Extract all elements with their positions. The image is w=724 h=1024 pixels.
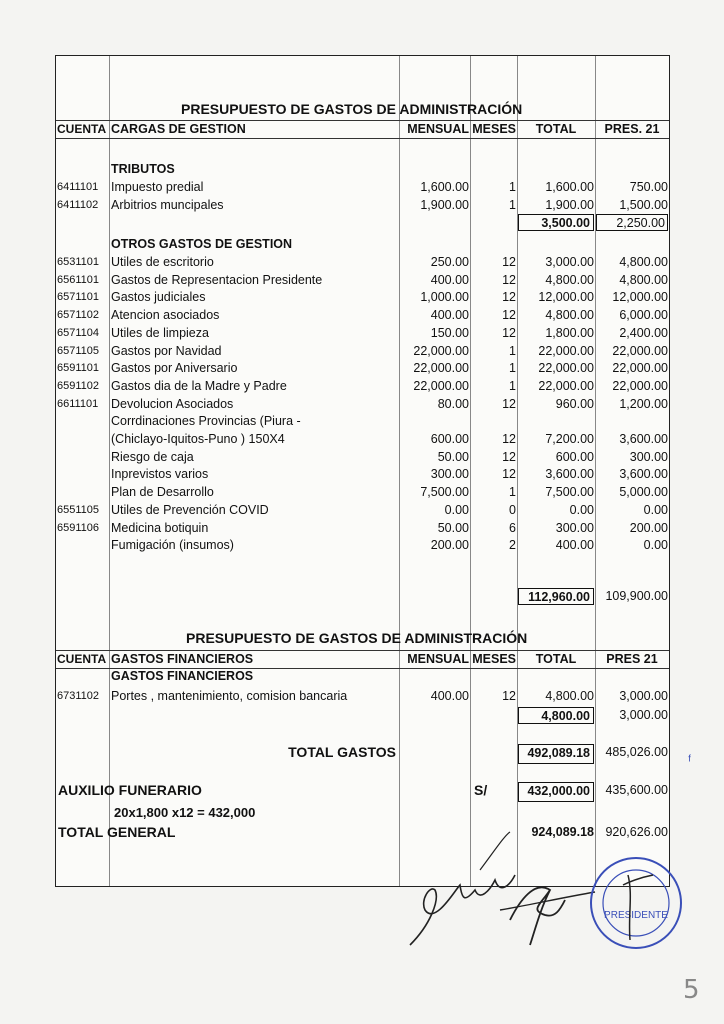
mensual-header: MENSUAL bbox=[407, 122, 469, 136]
table-row bbox=[56, 179, 669, 196]
table-row bbox=[56, 254, 669, 271]
cell-code: 6611101 bbox=[57, 397, 99, 410]
page-number: 5 bbox=[683, 975, 700, 1005]
table-row bbox=[56, 537, 669, 554]
table-row bbox=[56, 197, 669, 214]
cell-total: 7,500.00 bbox=[545, 485, 594, 500]
cell-code bbox=[57, 466, 109, 483]
group-label bbox=[56, 668, 669, 685]
table-row bbox=[56, 272, 669, 289]
table-row bbox=[56, 688, 669, 705]
cell-code bbox=[57, 413, 109, 430]
margin-mark: ᶠ bbox=[688, 752, 692, 768]
mensual-header: MENSUAL bbox=[407, 652, 469, 666]
cell-desc: Gastos dia de la Madre y Padre bbox=[111, 378, 287, 393]
cell-total: 3,000.00 bbox=[545, 255, 594, 269]
meses-header: MESES bbox=[472, 652, 516, 666]
cell-desc: Corrdinaciones Provincias (Piura - bbox=[111, 414, 301, 429]
cell-meses: 12 bbox=[502, 449, 516, 464]
cell-pres: 6,000.00 bbox=[619, 308, 668, 323]
signature bbox=[400, 830, 600, 960]
cell-desc: (Chiclayo-Iquitos-Puno ) 150X4 bbox=[111, 432, 285, 446]
cell-pres: 3,600.00 bbox=[619, 467, 668, 482]
section-header: CARGAS DE GESTION bbox=[111, 122, 246, 136]
table-header bbox=[56, 650, 669, 669]
cell-meses: 12 bbox=[502, 467, 516, 482]
cell-meses: 12 bbox=[502, 255, 516, 269]
total-header: TOTAL bbox=[535, 122, 577, 136]
cell-pres: 750.00 bbox=[629, 180, 668, 194]
cell-mensual: 300.00 bbox=[430, 467, 469, 482]
table-row bbox=[56, 484, 669, 501]
cell-meses: 1 bbox=[509, 343, 516, 358]
cell-desc: Inprevistos varios bbox=[111, 467, 209, 482]
cell-desc: Gastos de Representacion Presidente bbox=[111, 272, 323, 287]
subtotal-total: 3,500.00 bbox=[518, 214, 594, 231]
cell-meses: 12 bbox=[502, 290, 516, 305]
cell-desc: Gastos judiciales bbox=[111, 290, 206, 305]
cell-mensual: 400.00 bbox=[430, 308, 469, 323]
cell-mensual: 22,000.00 bbox=[413, 343, 469, 358]
cell-code: 6591102 bbox=[57, 379, 100, 392]
currency-label: S/ bbox=[474, 782, 488, 798]
cell-total: 300.00 bbox=[555, 520, 594, 535]
cell-desc: Utiles de limpieza bbox=[111, 325, 209, 340]
cell-code bbox=[57, 449, 109, 466]
cell-pres: 0.00 bbox=[643, 502, 668, 517]
cell-code: 6561101 bbox=[57, 273, 100, 286]
cell-total: 12,000.00 bbox=[538, 290, 594, 305]
cell-pres: 5,000.00 bbox=[619, 485, 668, 500]
table-row bbox=[56, 449, 669, 466]
cell-total: 1,900.00 bbox=[545, 197, 594, 212]
cell-mensual: 200.00 bbox=[430, 538, 469, 553]
cuenta-header: CUENTA bbox=[57, 122, 107, 136]
total-general-pres: 920,626.00 bbox=[605, 825, 668, 839]
cell-total: 3,600.00 bbox=[545, 467, 594, 482]
cell-meses: 2 bbox=[509, 538, 516, 553]
president-stamp bbox=[588, 855, 684, 951]
table-row bbox=[56, 378, 669, 395]
total-general-total: 924,089.18 bbox=[531, 825, 594, 839]
cell-meses: 12 bbox=[502, 308, 516, 323]
cell-pres: 12,000.00 bbox=[612, 290, 668, 305]
cell-desc: Devolucion Asociados bbox=[111, 396, 234, 411]
table-row bbox=[56, 466, 669, 483]
total-gastos-label: TOTAL GASTOS bbox=[288, 744, 396, 760]
cell-pres: 22,000.00 bbox=[612, 361, 668, 376]
total-header: TOTAL bbox=[535, 652, 577, 666]
cell-meses: 12 bbox=[502, 689, 516, 703]
cell-mensual: 400.00 bbox=[430, 272, 469, 287]
table-row bbox=[56, 360, 669, 377]
cell-meses: 1 bbox=[509, 197, 516, 212]
cuenta-header: CUENTA bbox=[57, 652, 107, 666]
cell-mensual: 7,500.00 bbox=[420, 485, 469, 500]
cell-total: 400.00 bbox=[555, 538, 594, 553]
cell-mensual: 150.00 bbox=[430, 325, 469, 340]
cell-pres: 3,600.00 bbox=[619, 432, 668, 446]
cell-pres: 3,000.00 bbox=[619, 689, 668, 703]
table-row bbox=[56, 396, 669, 413]
cell-mensual: 250.00 bbox=[430, 255, 469, 269]
cell-total: 1,800.00 bbox=[545, 325, 594, 340]
cell-desc: Riesgo de caja bbox=[111, 449, 194, 464]
cell-code: 6571105 bbox=[57, 344, 100, 357]
cell-meses: 1 bbox=[509, 378, 516, 393]
svg-text:PRESIDENTE: PRESIDENTE bbox=[604, 910, 668, 921]
cell-desc: Plan de Desarrollo bbox=[111, 485, 214, 500]
cell-total: 4,800.00 bbox=[545, 308, 594, 323]
total-general-label: TOTAL GENERAL bbox=[58, 824, 176, 840]
subtotal-total: 112,960.00 bbox=[518, 588, 594, 605]
subtotal-pres: 2,250.00 bbox=[596, 214, 668, 231]
cell-code: 6411101 bbox=[57, 181, 99, 193]
section-title: PRESUPUESTO DE GASTOS DE ADMINISTRACIÓN bbox=[186, 630, 528, 646]
subtotal-pres: 3,000.00 bbox=[619, 708, 668, 722]
table-row bbox=[56, 289, 669, 306]
table-row bbox=[56, 413, 669, 430]
cell-code: 6571101 bbox=[57, 291, 100, 304]
auxilio-total: 432,000.00 bbox=[518, 782, 594, 802]
cell-meses: 6 bbox=[509, 520, 516, 535]
cell-mensual: 600.00 bbox=[430, 432, 469, 446]
cell-total: 0.00 bbox=[569, 502, 594, 517]
cell-mensual: 50.00 bbox=[437, 449, 469, 464]
pres-header: PRES 21 bbox=[606, 652, 658, 666]
table-row bbox=[56, 431, 669, 448]
cell-code: 6531101 bbox=[57, 256, 100, 268]
financieros-label: GASTOS FINANCIEROS bbox=[111, 669, 254, 683]
subtotal-row bbox=[56, 214, 669, 231]
subtotal-pres: 109,900.00 bbox=[605, 589, 668, 603]
cell-total: 4,800.00 bbox=[545, 272, 594, 287]
cell-pres: 22,000.00 bbox=[612, 378, 668, 393]
auxilio-pres: 435,600.00 bbox=[605, 783, 668, 797]
cell-meses: 1 bbox=[509, 180, 516, 194]
cell-code bbox=[57, 537, 109, 554]
cell-code: 6571104 bbox=[57, 326, 100, 339]
table-row bbox=[56, 502, 669, 519]
cell-pres: 1,200.00 bbox=[619, 396, 668, 411]
cell-mensual: 22,000.00 bbox=[413, 361, 469, 376]
cell-pres bbox=[596, 413, 668, 430]
section-title: PRESUPUESTO DE GASTOS DE ADMINISTRACIÓN bbox=[181, 101, 523, 117]
cell-pres: 2,400.00 bbox=[619, 325, 668, 340]
cell-desc: Utiles de escritorio bbox=[111, 255, 214, 269]
cell-total: 7,200.00 bbox=[545, 432, 594, 446]
cell-total: 22,000.00 bbox=[538, 378, 594, 393]
cell-pres: 4,800.00 bbox=[619, 255, 668, 269]
group-label bbox=[56, 236, 669, 253]
cell-desc: Utiles de Prevención COVID bbox=[111, 502, 269, 517]
cell-mensual: 22,000.00 bbox=[413, 378, 469, 393]
cell-pres: 0.00 bbox=[643, 538, 668, 553]
cell-code: 6411102 bbox=[57, 198, 99, 211]
cell-meses: 1 bbox=[509, 361, 516, 376]
cell-pres: 4,800.00 bbox=[619, 272, 668, 287]
subtotal-total: 4,800.00 bbox=[518, 707, 594, 724]
cell-code bbox=[57, 484, 109, 501]
total-gastos-row bbox=[56, 744, 669, 764]
cell-pres: 200.00 bbox=[629, 520, 668, 535]
section-header: GASTOS FINANCIEROS bbox=[111, 652, 254, 666]
table-row bbox=[56, 520, 669, 537]
cell-mensual bbox=[399, 413, 469, 430]
cell-meses: 0 bbox=[509, 502, 516, 517]
cell-meses: 12 bbox=[502, 325, 516, 340]
cell-mensual: 0.00 bbox=[444, 502, 469, 517]
cell-mensual: 400.00 bbox=[430, 689, 469, 703]
cell-desc: Gastos por Aniversario bbox=[111, 361, 238, 376]
budget-sheet bbox=[55, 55, 670, 887]
tributos-label: TRIBUTOS bbox=[111, 162, 175, 176]
cell-total: 600.00 bbox=[555, 449, 594, 464]
cell-code: 6731102 bbox=[57, 690, 100, 702]
subtotal-row bbox=[56, 588, 669, 605]
cell-mensual: 1,000.00 bbox=[420, 290, 469, 305]
cell-code: 6591106 bbox=[57, 521, 100, 534]
cell-pres: 22,000.00 bbox=[612, 343, 668, 358]
cell-desc: Medicina botiquin bbox=[111, 520, 209, 535]
meses-header: MESES bbox=[472, 122, 516, 136]
cell-desc: Impuesto predial bbox=[111, 180, 204, 194]
cell-desc: Portes , mantenimiento, comision bancaria bbox=[111, 689, 348, 703]
cell-total: 4,800.00 bbox=[545, 689, 594, 703]
table-row bbox=[56, 343, 669, 360]
cell-meses: 12 bbox=[502, 272, 516, 287]
cell-mensual: 1,900.00 bbox=[420, 197, 469, 212]
cell-desc: Arbitrios muncipales bbox=[111, 197, 224, 212]
cell-mensual: 50.00 bbox=[437, 520, 469, 535]
auxilio-formula: 20x1,800 x12 = 432,000 bbox=[114, 805, 256, 820]
subtotal-row bbox=[56, 707, 669, 724]
total-gastos-pres: 485,026.00 bbox=[605, 745, 668, 759]
pres-header: PRES. 21 bbox=[604, 122, 660, 136]
cell-code: 6571102 bbox=[57, 309, 100, 322]
cell-code bbox=[57, 431, 109, 448]
cell-code: 6551105 bbox=[57, 503, 100, 516]
total-gastos-total: 492,089.18 bbox=[518, 744, 594, 764]
cell-mensual: 1,600.00 bbox=[420, 180, 469, 194]
cell-desc: Fumigación (insumos) bbox=[111, 538, 234, 553]
table-row bbox=[56, 307, 669, 324]
cell-pres: 300.00 bbox=[629, 449, 668, 464]
cell-desc: Atencion asociados bbox=[111, 308, 220, 323]
group-label bbox=[56, 161, 669, 178]
cell-total: 1,600.00 bbox=[545, 180, 594, 194]
cell-total: 22,000.00 bbox=[538, 361, 594, 376]
cell-pres: 1,500.00 bbox=[619, 197, 668, 212]
formula-row bbox=[56, 804, 669, 821]
cell-meses bbox=[471, 413, 516, 430]
cell-total bbox=[518, 413, 594, 430]
cell-code: 6591101 bbox=[57, 362, 100, 375]
auxilio-label: AUXILIO FUNERARIO bbox=[58, 782, 202, 798]
cell-meses: 12 bbox=[502, 432, 516, 446]
cell-mensual: 80.00 bbox=[437, 396, 469, 411]
table-row bbox=[56, 325, 669, 342]
cell-meses: 12 bbox=[502, 396, 516, 411]
cell-total: 22,000.00 bbox=[538, 343, 594, 358]
cell-total: 960.00 bbox=[555, 396, 594, 411]
auxilio-row bbox=[56, 782, 669, 802]
table-header bbox=[56, 120, 669, 139]
cell-meses: 1 bbox=[509, 485, 516, 500]
cell-desc: Gastos por Navidad bbox=[111, 343, 222, 358]
otros-label: OTROS GASTOS DE GESTION bbox=[111, 237, 293, 251]
